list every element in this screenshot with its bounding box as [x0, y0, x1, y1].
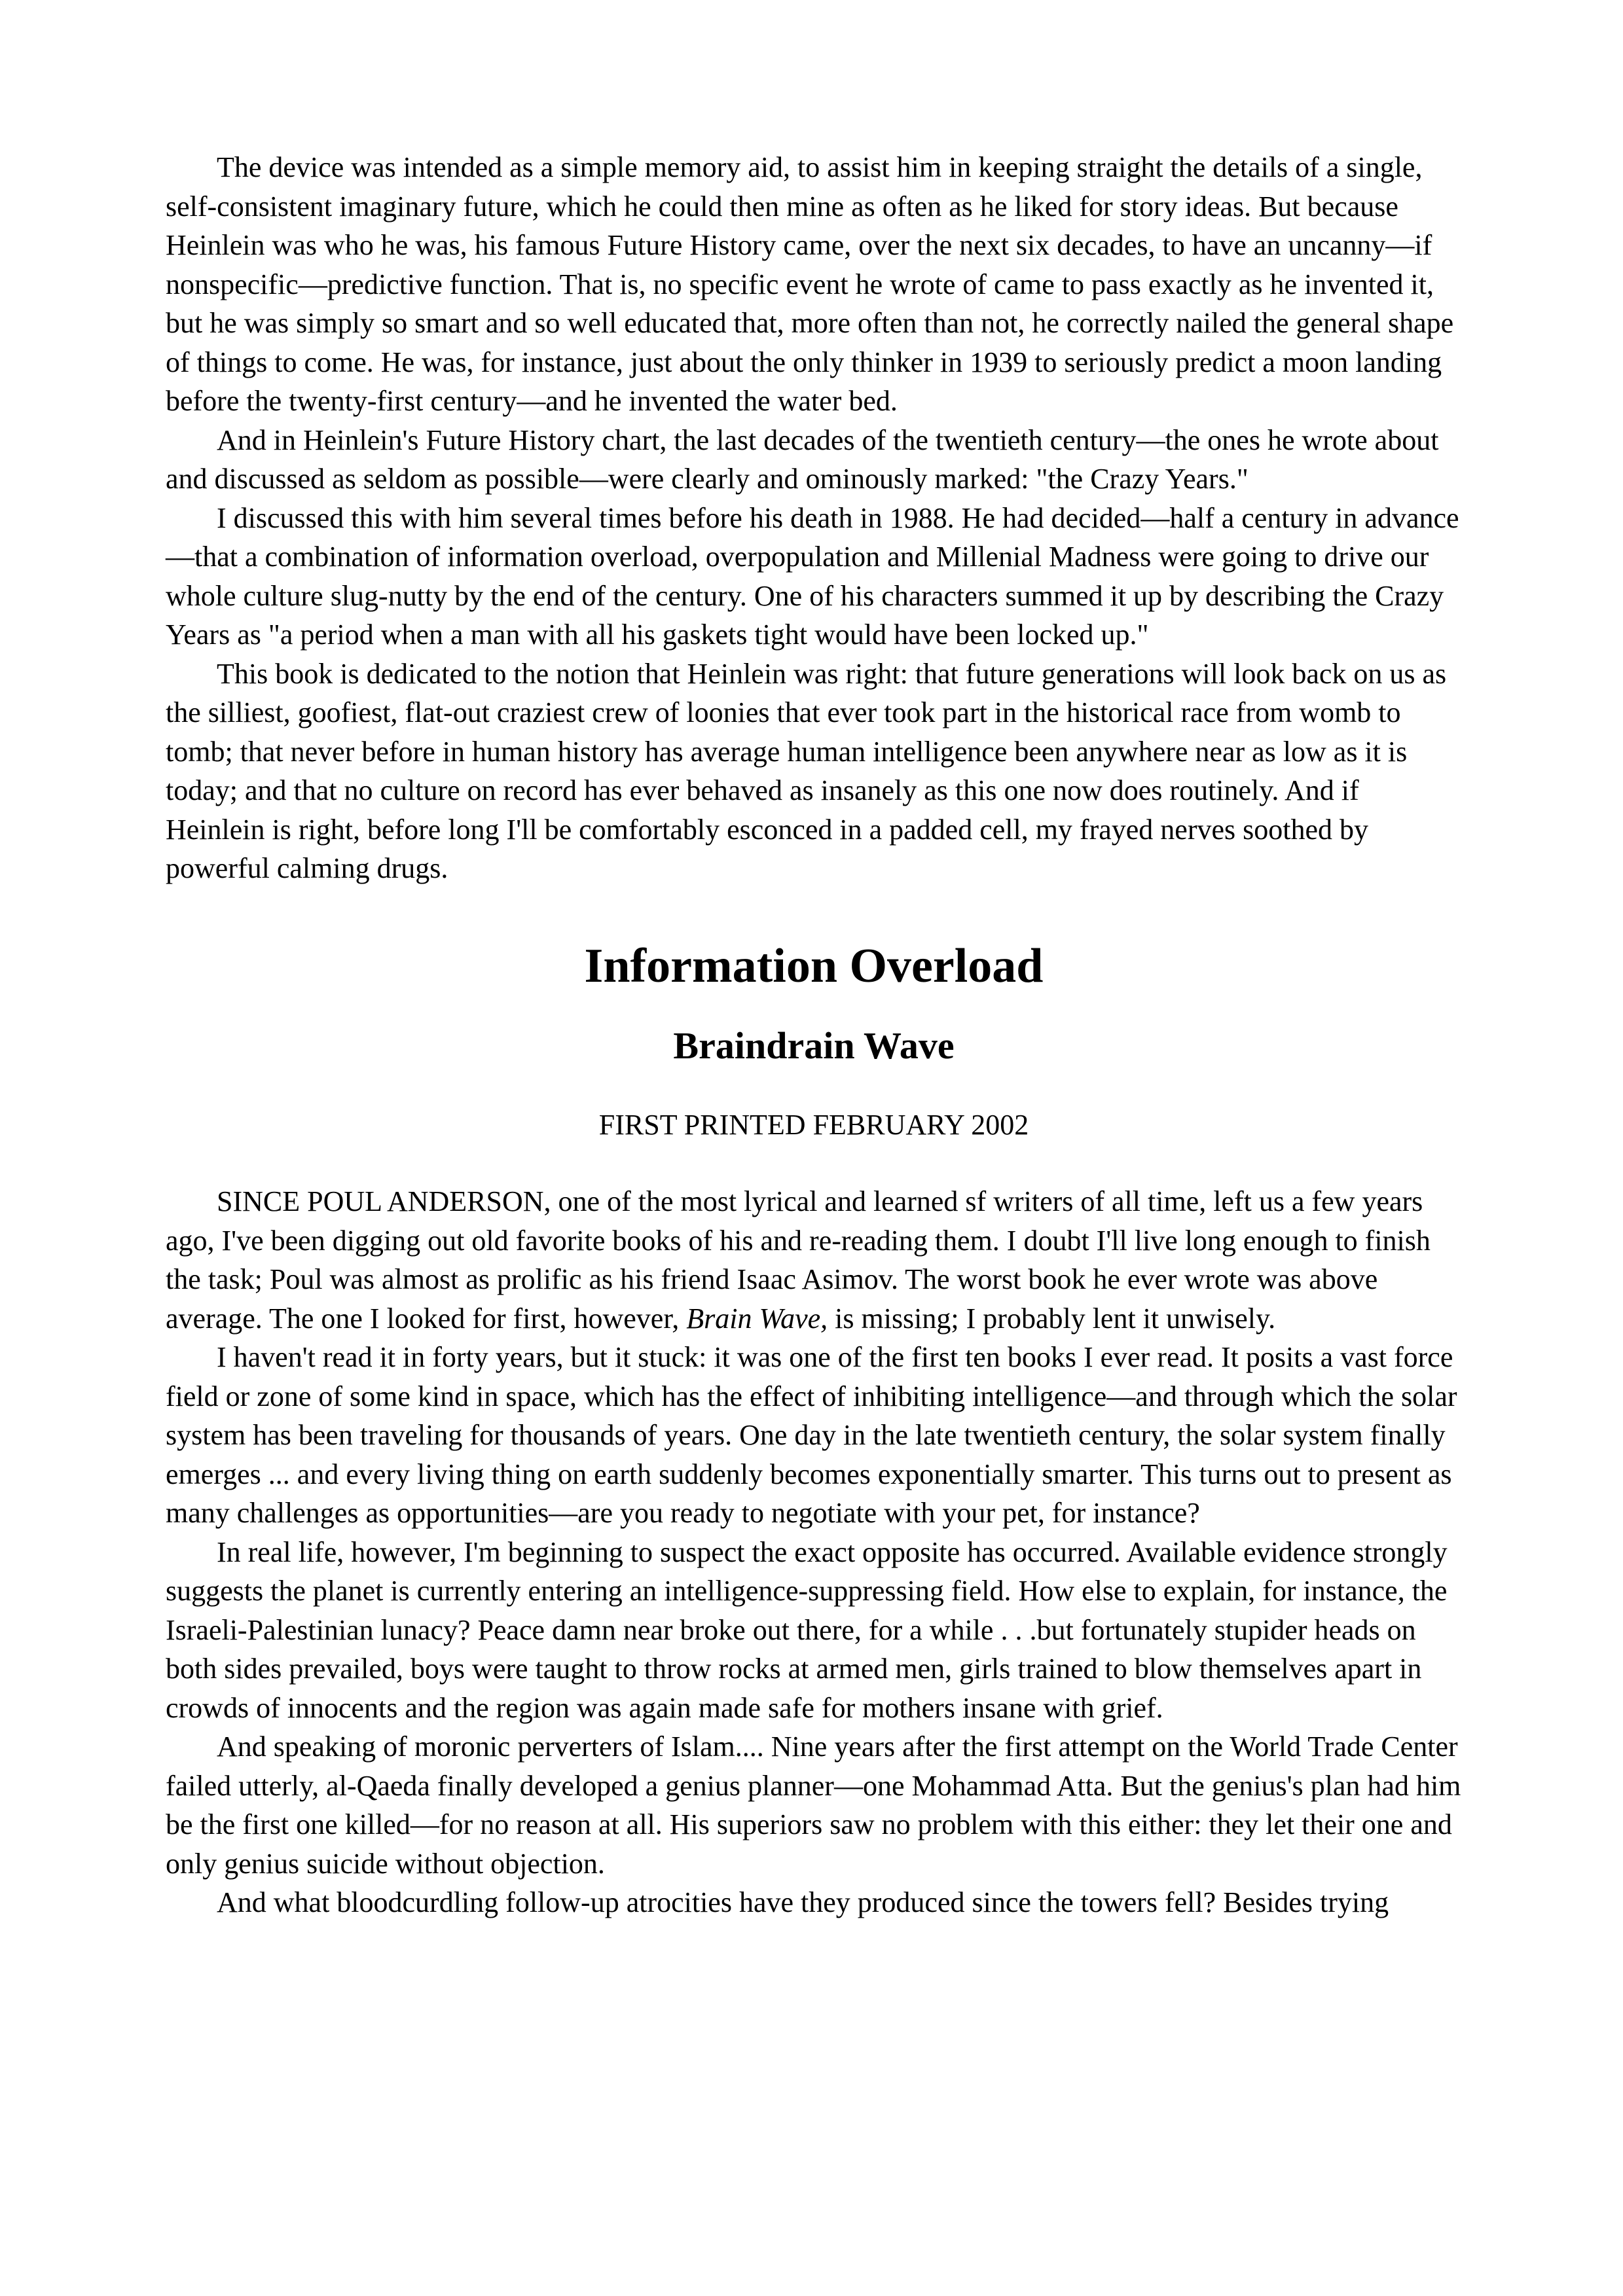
chapter-dateline: FIRST PRINTED FEBRUARY 2002	[598, 1108, 1029, 1141]
intro-paragraph-4: This book is dedicated to the notion that Heinlein was right: that future generations will look back on us as the silliest, goofiest, flat-out craziest crew of loonies that ever took part in the historical race from womb to tomb; that never before in human history has average human intelligence been anywhere near as low as it is today; and that no culture on record has ever behaved as insanely as this one now does routinely. And if Heinlein is right, before long I'll be comfortably esconced in a padded cell, my frayed nerves soothed by powerful calming drugs.	[166, 657, 1447, 884]
intro-paragraph-3: I discussed this with him several times before his death in 1988. He had decided—half a century in advance—that a combination of information overload, overpopulation and Millenial Madness were going to drive our whole culture slug-nutty by the end of the century. One of his characters summed it up by describing the Crazy Years as "a period when a man with all his gaskets tight would have been locked up."	[166, 501, 1459, 651]
chapter-paragraph-3: In real life, however, I'm beginning to suspect the exact opposite has occurred. Available evidence strongly suggests the planet is currently entering an intelligence-suppressing field. How else to explain, for instance, the Israeli-Palestinian lunacy? Peace damn near broke out there, for a while . . .but fortunately stupider heads on both sides prevailed, boys were taught to throw rocks at armed men, girls trained to blow themselves apart in crowds of innocents and the region was again made safe for mothers insane with grief.	[166, 1535, 1448, 1724]
chapter-paragraph-5: And what bloodcurdling follow-up atrocities have they produced since the towers fell? Besides trying	[217, 1886, 1389, 1918]
chapter-paragraph-1-text-b: is missing; I probably lent it unwisely.	[828, 1302, 1276, 1335]
document-page	[166, 148, 1462, 1922]
chapter-paragraph-4: And speaking of moronic perverters of Islam.... Nine years after the first attempt on the World Trade Center failed utterly, al-Qaeda finally developed a genius planner—one Mohammad Atta. But the genius's plan had him be the first one killed—for no reason at all. His superiors saw no problem with this either: they let their one and only genius suicide without objection.	[166, 1731, 1461, 1880]
chapter-paragraph-1	[166, 1182, 1462, 1338]
intro-paragraph-2: And in Heinlein's Future History chart, the last decades of the twentieth century—the ones he wrote about and discussed as seldom as possible—were clearly and ominously marked: "the Crazy Years."	[166, 423, 1439, 495]
chapter-paragraph-1-text-a: SINCE POUL ANDERSON, one of the most lyrical and learned sf writers of all time, left us a few years ago, I've been digging out old favorite books of his and re-reading them. I doubt I'll live long enough to finish the task; Poul was almost as prolific as his friend Isaac Asimov. The worst book he ever wrote was above average. The one I looked for first, however,	[166, 1185, 1431, 1335]
book-title-italic: Brain Wave,	[686, 1302, 828, 1335]
chapter-title: Braindrain Wave	[673, 1024, 955, 1067]
intro-paragraph-1: The device was intended as a simple memory aid, to assist him in keeping straight the details of a single, self-consistent imaginary future, which he could then mine as often as he liked for story ideas. But because Heinlein was who he was, his famous Future History came, over the next six decades, to have an uncanny—if nonspecific—predictive function. That is, no specific event he wrote of came to pass exactly as he invented it, but he was simply so smart and so well educated that, more often than not, he correctly nailed the general shape of things to come. He was, for instance, just about the only thinker in 1939 to seriously predict a moon landing before the twenty-first century—and he invented the water bed.	[166, 151, 1454, 417]
chapter-paragraph-2: I haven't read it in forty years, but it stuck: it was one of the first ten books I ever read. It posits a vast force field or zone of some kind in space, which has the effect of inhibiting intelligence—and through which the solar system has been traveling for thousands of years. One day in the late twentieth century, the solar system finally emerges ... and every living thing on earth suddenly becomes exponentially smarter. This turns out to present as many challenges as opportunities—are you ready to negotiate with your pet, for instance?	[166, 1341, 1457, 1529]
section-title: Information Overload	[584, 939, 1044, 993]
